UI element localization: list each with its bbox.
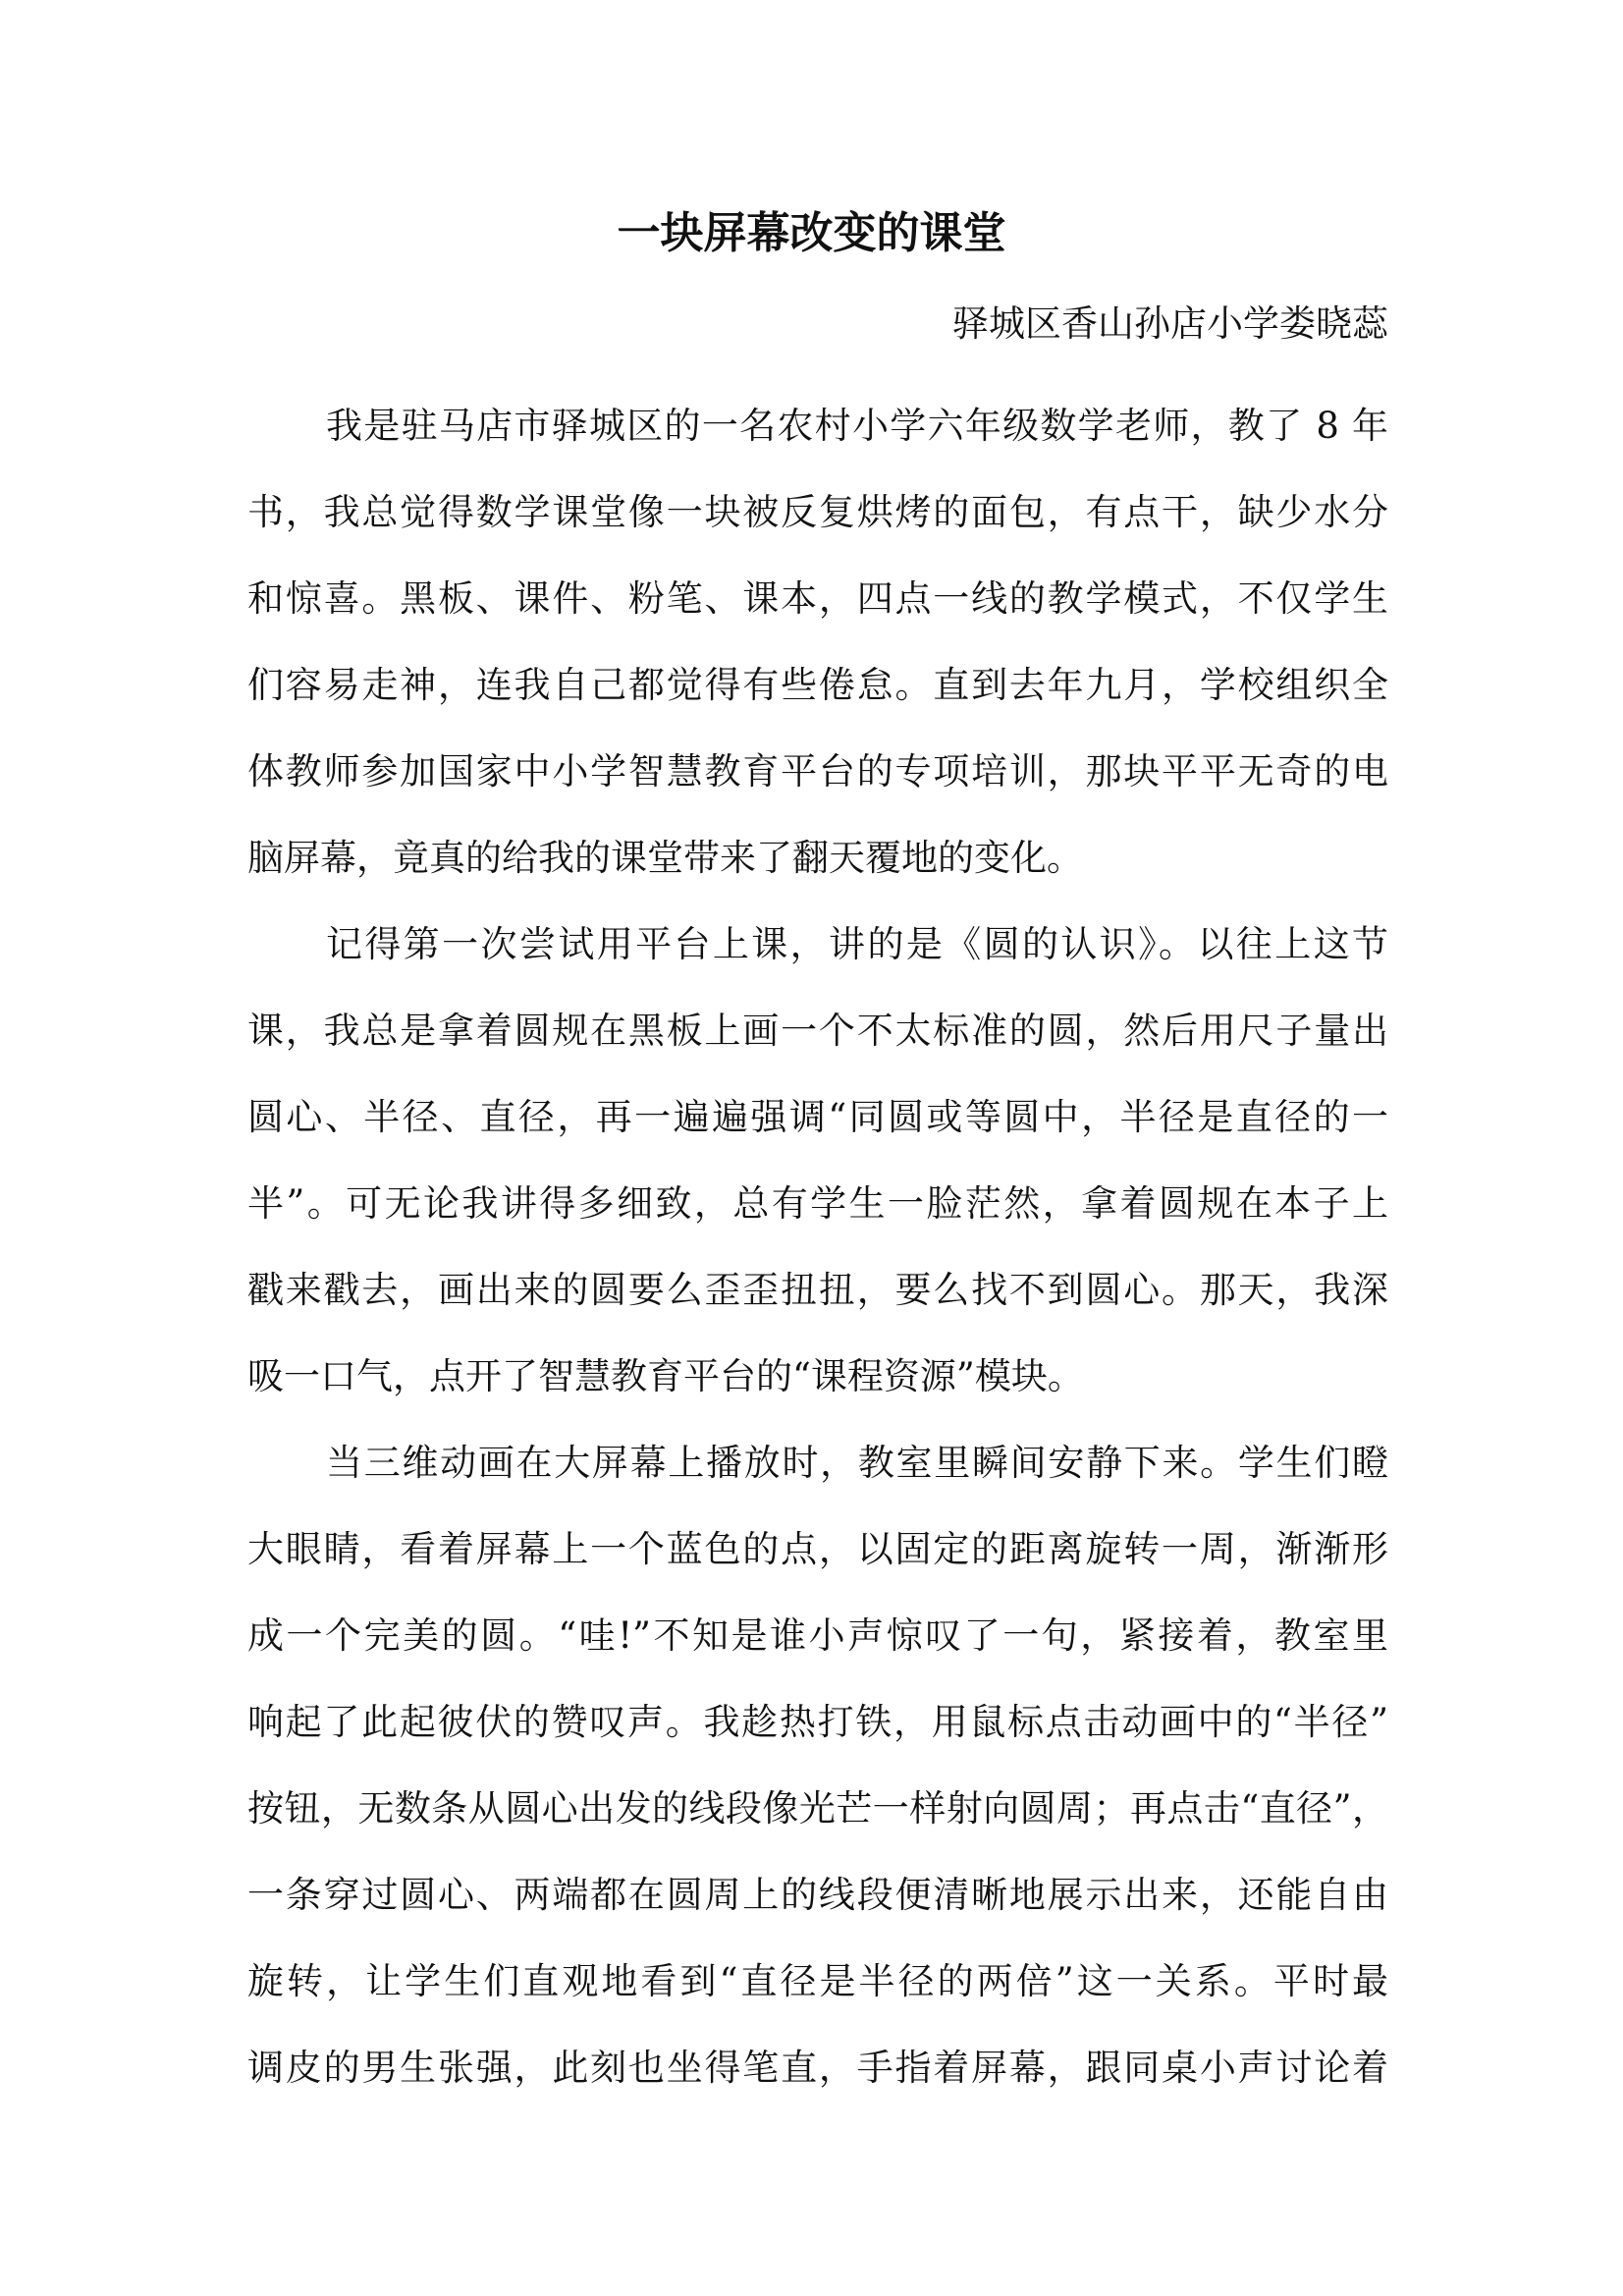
text-line: 调皮的男生张强，此刻也坐得笔直，手指着屏幕，跟同桌小声讨论着 [247, 2047, 1388, 2089]
text-line: 当三维动画在大屏幕上播放时，教室里瞬间安静下来。学生们瞪 [326, 1442, 1388, 1484]
text-line: 脑屏幕，竟真的给我的课堂带来了翻天覆地的变化。 [247, 837, 1083, 879]
text-line: 一条穿过圆心、两端都在圆周上的线段便清晰地展示出来，还能自由 [247, 1874, 1388, 1916]
text-line: 响起了此起彼伏的赞叹声。我趁热打铁，用鼠标点击动画中的“半径” [247, 1701, 1388, 1743]
text-line: 体教师参加国家中小学智慧教育平台的专项培训，那块平平无奇的电 [247, 750, 1388, 793]
text-line: 成一个完美的圆。“哇!”不知是谁小声惊叹了一句，紧接着，教室里 [247, 1614, 1388, 1657]
text-line: 按钮，无数条从圆心出发的线段像光芒一样射向圆周；再点击“直径”， [247, 1787, 1388, 1830]
text-line: 课，我总是拿着圆规在黑板上画一个不太标准的圆，然后用尺子量出 [247, 1010, 1388, 1052]
text-line: 旋转，让学生们直观地看到“直径是半径的两倍”这一关系。平时最 [247, 1960, 1388, 2002]
paragraph-2 [247, 902, 1388, 1420]
document-body [247, 383, 1388, 2111]
paragraph-1 [247, 383, 1388, 902]
author-line: 驿城区香山孙店小学娄晓蕊 [952, 302, 1388, 345]
text-line: 圆心、半径、直径，再一遍遍强调“同圆或等圆中，半径是直径的一 [247, 1096, 1388, 1138]
text-line: 大眼睛，看着屏幕上一个蓝色的点，以固定的距离旋转一周，渐渐形 [247, 1528, 1388, 1570]
text-line: 我是驻马店市驿城区的一名农村小学六年级数学老师，教了 8 年 [326, 405, 1388, 447]
text-line: 和惊喜。黑板、课件、粉笔、课本，四点一线的教学模式，不仅学生 [247, 577, 1388, 620]
text-line: 半”。可无论我讲得多细致，总有学生一脸茫然，拿着圆规在本子上 [247, 1182, 1388, 1225]
paragraph-3 [247, 1420, 1388, 2111]
text-line: 们容易走神，连我自己都觉得有些倦怠。直到去年九月，学校组织全 [247, 664, 1388, 706]
text-line: 吸一口气，点开了智慧教育平台的“课程资源”模块。 [247, 1355, 1084, 1397]
text-line: 记得第一次尝试用平台上课，讲的是《圆的认识》。以往上这节 [326, 923, 1388, 965]
document-title: 一块屏幕改变的课堂 [617, 208, 1006, 258]
text-line: 戳来戳去，画出来的圆要么歪歪扭扭，要么找不到圆心。那天，我深 [247, 1269, 1388, 1311]
text-line: 书，我总觉得数学课堂像一块被反复烘烤的面包，有点干，缺少水分 [247, 491, 1388, 533]
